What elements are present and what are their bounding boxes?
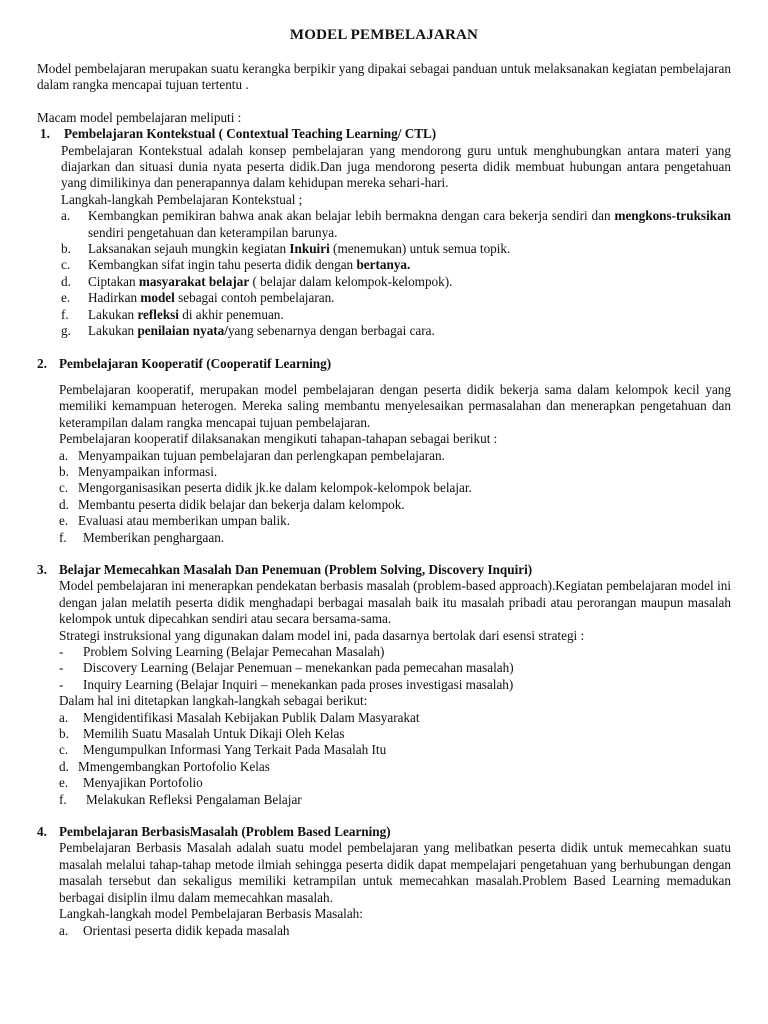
steps-title: Langkah-langkah Pembelajaran Kontekstual ;: [61, 191, 303, 207]
intro-paragraph: Model pembelajaran merupakan suatu kerangka berpikir yang dipakai sebagai panduan untuk melaksanakan kegiatan pembelajaran dalam rangka mencapai tujuan tertentu .: [37, 61, 731, 93]
list-item: d. Mmengembangkan Portofolio Kelas: [59, 758, 270, 774]
strategy-intro: Strategi instruksional yang digunakan dalam model ini, pada dasarnya bertolak dari esensi strategi :: [59, 627, 585, 643]
list-item: - Problem Solving Learning (Belajar Pemecahan Masalah): [59, 644, 385, 659]
section-title: Pembelajaran BerbasisMasalah (Problem Based Learning): [59, 824, 391, 840]
section-number: 2.: [37, 355, 47, 371]
section-problem-solving: [37, 562, 731, 808]
section-heading: [37, 356, 731, 372]
list-item: e. Evaluasi atau memberikan umpan balik.: [59, 513, 291, 529]
list-item: f. Lakukan refleksi di akhir penemuan.: [61, 306, 284, 322]
page-title: MODEL PEMBELAJARAN: [289, 27, 479, 43]
list-item: a. Orientasi peserta didik kepada masalah: [59, 922, 290, 938]
list-item: e. Menyajikan Portofolio: [59, 775, 203, 791]
section-number: 4.: [37, 824, 47, 840]
steps-title: Pembelajaran kooperatif dilaksanakan mengikuti tahapan-tahapan sebagai berikut :: [59, 431, 498, 447]
section-description: Model pembelajaran ini menerapkan pendekatan berbasis masalah (problem-based approach).Kegiatan pembelajaran model ini dengan jalan melatih peserta didik menghadapi berbagai masalah baik itu masalah pribadi atau perorangan maupun masalah kelompok untuk dipecahkan sendiri atau secara bersama-sama.: [59, 578, 731, 627]
step-list: [59, 448, 731, 546]
list-item: e. Hadirkan model sebagai contoh pembelajaran.: [61, 290, 335, 306]
list-item: f. Melakukan Refleksi Pengalaman Belajar: [59, 791, 302, 807]
section-cooperative: [37, 356, 731, 546]
model-types-intro: Macam model pembelajaran meliputi :: [37, 109, 242, 125]
list-item: - Discovery Learning (Belajar Penemuan – menekankan pada pemecahan masalah): [59, 660, 514, 676]
section-description: Pembelajaran kooperatif, merupakan model pembelajaran dengan peserta didik bekerja sama dalam kelompok kecil yang memiliki kemampuan heterogen. Mereka saling membantu menyelesaikan permasalahan dan menerapkan pengetahuan dan keterampilan dalam rangka mencapai tujuan pembelajaran.: [59, 381, 731, 430]
section-number: 3.: [37, 561, 47, 577]
section-heading: [37, 562, 731, 578]
section-title: Belajar Memecahkan Masalah Dan Penemuan (Problem Solving, Discovery Inquiri): [59, 561, 533, 577]
section-description: Pembelajaran Berbasis Masalah adalah suatu model pembelajaran yang melibatkan peserta didik untuk memecahkan suatu masalah melalui tahap-tahap metode ilmiah sehingga peserta didik dapat mempelajari pengetahuan yang berhubungan dengan masalah tersebut dan sekaligus memiliki ketrampilan untuk memecahkan masalah.Problem Based Learning memadukan berbagai disiplin ilmu dalam memecahkan masalah.: [59, 840, 731, 905]
list-item: f. Memberikan penghargaan.: [59, 529, 225, 545]
strategy-list: [59, 644, 731, 693]
list-item: c. Mengumpulkan Informasi Yang Terkait Pada Masalah Itu: [59, 742, 387, 758]
list-item: a. Kembangkan pemikiran bahwa anak akan belajar lebih bermakna dengan cara bekerja sendiri dan mengkons-truksikan sendiri pengetahuan dan keterampilan barunya.: [61, 208, 731, 240]
list-item: c. Mengorganisasikan peserta didik jk.ke dalam kelompok-kelompok belajar.: [59, 480, 472, 496]
list-item: b. Memilih Suatu Masalah Untuk Dikaji Oleh Kelas: [59, 726, 345, 742]
list-item: c. Kembangkan sifat ingin tahu peserta didik dengan bertanya.: [61, 257, 411, 273]
list-item: a. Menyampaikan tujuan pembelajaran dan perlengkapan pembelajaran.: [59, 447, 445, 463]
step-list: [59, 710, 731, 808]
list-item: b. Laksanakan sejauh mungkin kegiatan Inkuiri (menemukan) untuk semua topik.: [61, 241, 511, 257]
list-item: g. Lakukan penilaian nyata/yang sebenarnya dengan berbagai cara.: [61, 323, 435, 339]
list-item: a. Mengidentifikasi Masalah Kebijakan Publik Dalam Masyarakat: [59, 709, 420, 725]
list-item: b. Menyampaikan informasi.: [59, 463, 218, 479]
list-item: d. Membantu peserta didik belajar dan bekerja dalam kelompok.: [59, 496, 405, 512]
steps-title: Langkah-langkah model Pembelajaran Berbasis Masalah:: [59, 906, 363, 922]
list-item: - Inquiry Learning (Belajar Inquiri – menekankan pada proses investigasi masalah): [59, 676, 514, 692]
section-number: 1.: [40, 126, 50, 142]
section-problem-based: [37, 824, 731, 939]
section-contextual: [37, 126, 731, 339]
section-title: Pembelajaran Kooperatif (Cooperatif Learning): [59, 355, 332, 371]
steps-title: Dalam hal ini ditetapkan langkah-langkah sebagai berikut:: [59, 693, 368, 709]
list-item: d. Ciptakan masyarakat belajar ( belajar dalam kelompok-kelompok).: [61, 273, 453, 289]
section-heading: [37, 824, 731, 840]
step-list: [59, 923, 731, 939]
section-heading: [37, 126, 731, 142]
section-title: Pembelajaran Kontekstual ( Contextual Teaching Learning/ CTL): [64, 126, 437, 142]
section-description: Pembelajaran Kontekstual adalah konsep pembelajaran yang mendorong guru untuk menghubungkan antara materi yang diajarkan dan situasi dunia nyata peserta didik.Dan juga mendorong peserta didik membuat hubungan antara pengetahuan yang dimilikinya dan penerapannya dalam kehidupan mereka sehari-hari.: [61, 142, 731, 191]
